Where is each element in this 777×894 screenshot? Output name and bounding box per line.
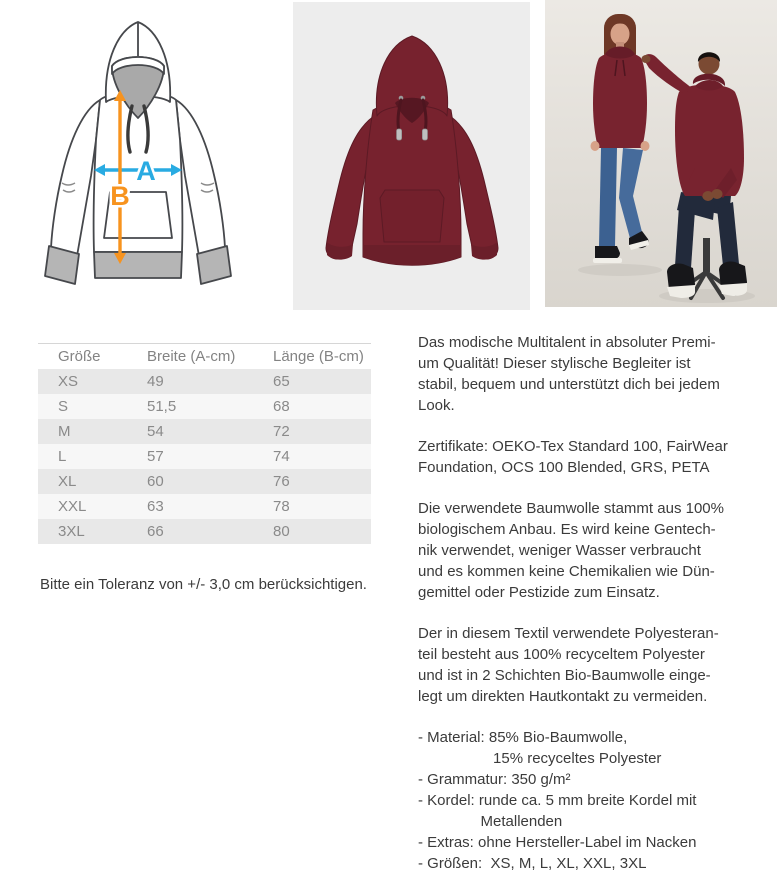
description-line: und ist in 2 Schichten Bio-Baumwolle einge- [418, 667, 711, 684]
table-cell: 66 [147, 523, 164, 540]
description-paragraph [418, 436, 776, 478]
table-cell: 76 [273, 473, 290, 490]
table-cell: 74 [273, 448, 290, 465]
description-line: Die verwendete Baumwolle stammt aus 100% [418, 500, 724, 517]
table-cell: 51,5 [147, 398, 177, 415]
hoodie-sketch [20, 0, 273, 310]
product-description [418, 332, 776, 894]
table-cell: 60 [147, 473, 164, 490]
size-table-header [38, 344, 371, 369]
models-scene [545, 0, 777, 307]
description-line: und es kommen keine Chemikalien wie Dün- [418, 563, 715, 580]
description-line: um Qualität! Dieser stylische Begleiter ist [418, 355, 691, 372]
tolerance-note: Bitte ein Toleranz von +/- 3,0 cm berücksichtigen. [40, 576, 367, 593]
description-line: - Grammatur: 350 g/m² [418, 771, 571, 788]
floor-shadow [578, 264, 662, 276]
table-cell: L [58, 448, 67, 465]
description-line: Der in diesem Textil verwendete Polyesteran- [418, 625, 719, 642]
table-cell: 57 [147, 448, 164, 465]
table-cell: 63 [147, 498, 164, 515]
sketch-left-sleeve [51, 100, 100, 256]
hoodie-pocket [380, 190, 444, 242]
description-line: Metallenden [418, 813, 563, 830]
description-line: biologischem Anbau. Es wird keine Gentech- [418, 521, 716, 538]
table-cell: 68 [273, 398, 290, 415]
description-line: Zertifikate: OEKO-Tex Standard 100, FairWear [418, 438, 728, 455]
description-line: nik verwendet, weniger Wasser verbraucht [418, 542, 701, 559]
table-cell: 72 [273, 423, 290, 440]
length-label: B [110, 181, 130, 211]
table-row [38, 519, 371, 544]
width-label: A [136, 156, 156, 186]
burgundy-hoodie-front [293, 2, 530, 310]
size-guide-sketch-image[interactable] [20, 0, 273, 310]
table-cell: 80 [273, 523, 290, 540]
table-cell: 3XL [58, 523, 85, 540]
table-row [38, 369, 371, 394]
models-photo[interactable] [545, 0, 777, 307]
description-line: - Größen: XS, M, L, XL, XXL, 3XL [418, 855, 647, 872]
table-cell: XL [58, 473, 77, 490]
description-line: 15% recyceltes Polyester [418, 750, 662, 767]
description-paragraph [418, 727, 776, 874]
table-row [38, 469, 371, 494]
table-cell: 54 [147, 423, 164, 440]
table-cell: M [58, 423, 71, 440]
table-row [38, 494, 371, 519]
table-row [38, 394, 371, 419]
table-cell: XXL [58, 498, 87, 515]
table-cell: S [58, 398, 69, 415]
description-paragraph [418, 498, 776, 603]
table-cell: 78 [273, 498, 290, 515]
size-table [38, 343, 371, 544]
product-photo-front[interactable] [293, 2, 530, 310]
table-cell: 65 [273, 373, 290, 390]
column-header-breite: Breite (A-cm) [147, 348, 236, 365]
sketch-waistband [94, 252, 182, 278]
column-header-groesse: Größe [58, 348, 101, 365]
table-cell: 49 [147, 373, 164, 390]
description-line: Das modische Multitalent in absoluter Premi- [418, 334, 716, 351]
description-line: gemittel oder Pestizide zum Einsatz. [418, 584, 660, 601]
description-line: - Kordel: runde ca. 5 mm breite Kordel mit [418, 792, 697, 809]
description-line: Foundation, OCS 100 Blended, GRS, PETA [418, 459, 710, 476]
table-cell: XS [58, 373, 79, 390]
description-line: - Material: 85% Bio-Baumwolle, [418, 729, 628, 746]
size-table-rows [38, 369, 371, 544]
description-line: Look. [418, 397, 455, 414]
description-line: stabil, bequem und unterstützt dich bei jedem [418, 376, 720, 393]
description-line: - Extras: ohne Hersteller-Label im Nacken [418, 834, 697, 851]
table-row [38, 444, 371, 469]
table-row [38, 419, 371, 444]
sketch-right-sleeve [176, 100, 225, 256]
description-line: teil besteht aus 100% recyceltem Polyester [418, 646, 705, 663]
description-paragraph [418, 623, 776, 707]
column-header-laenge: Länge (B-cm) [273, 348, 364, 365]
description-paragraph [418, 332, 776, 416]
description-line: legt um direkten Hautkontakt zu vermeiden. [418, 688, 708, 705]
